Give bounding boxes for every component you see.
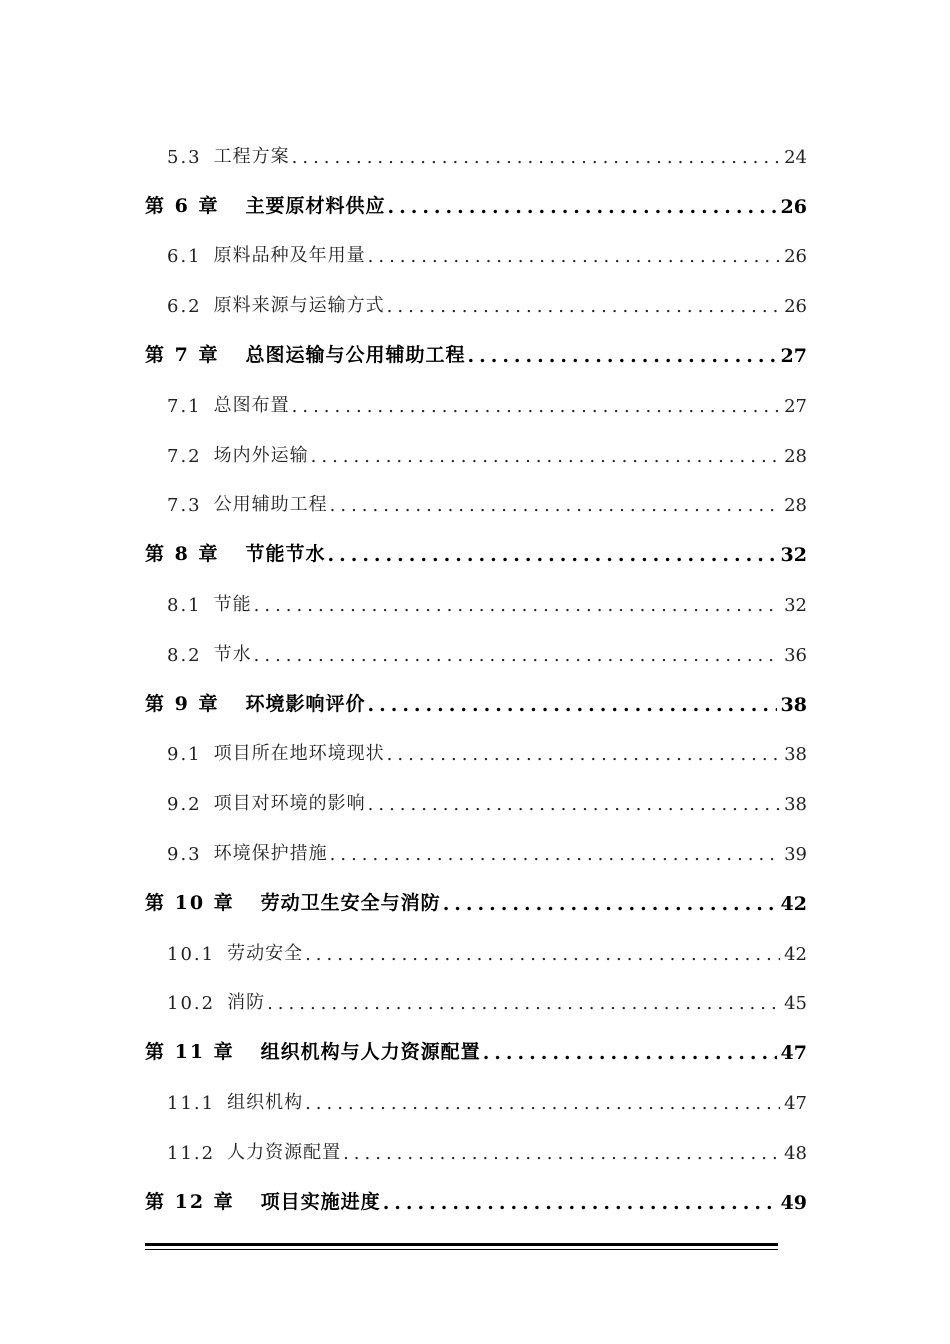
dot-leader [367, 694, 776, 716]
dot-leader [305, 1093, 780, 1114]
toc-entry-number: 7.2 [167, 445, 202, 467]
dot-leader [327, 544, 776, 566]
toc-entry-number: 11.1 [167, 1092, 216, 1114]
toc-entry-number: 10.2 [167, 993, 216, 1015]
toc-entry-page: 48 [784, 1142, 807, 1164]
toc-entry-title: 公用辅助工程 [213, 494, 328, 516]
toc-entry[interactable] [145, 977, 807, 1027]
dot-leader [383, 1192, 777, 1214]
toc-chapter-entry[interactable] [145, 528, 807, 578]
toc-entry[interactable] [145, 927, 807, 977]
toc-entry-title: 项目所在地环境现状 [213, 743, 385, 765]
toc-chapter-entry[interactable] [145, 678, 807, 728]
toc-entry-title: 组织机构 [227, 1091, 304, 1113]
dot-leader [254, 645, 780, 666]
footer-double-rule [145, 1243, 778, 1250]
toc-entry-page: 32 [784, 594, 807, 616]
dot-leader [330, 495, 780, 516]
toc-entry[interactable] [145, 130, 807, 180]
toc-entry-title: 原料品种及年用量 [213, 245, 366, 267]
toc-chapter-page: 49 [780, 1191, 807, 1214]
toc-chapter-page: 27 [780, 344, 807, 367]
dot-leader [387, 196, 776, 218]
toc-entry-title: 人力资源配置 [227, 1141, 342, 1163]
toc-entry-number: 6.1 [167, 246, 202, 268]
dot-leader [267, 993, 780, 1014]
dot-leader [467, 345, 776, 367]
toc-entry-number: 9.2 [167, 794, 202, 816]
toc-entry-page: 26 [784, 246, 807, 268]
dot-leader [368, 246, 780, 267]
toc-entry-number: 8.2 [167, 644, 202, 666]
toc-entry-page: 36 [784, 644, 807, 666]
dot-leader [343, 1143, 780, 1164]
toc-entry-page: 38 [784, 794, 807, 816]
toc-chapter-entry[interactable] [145, 1026, 807, 1076]
dot-leader [368, 794, 780, 815]
dot-leader [254, 595, 780, 616]
toc-entry[interactable] [145, 230, 807, 280]
toc-chapter-title: 组织机构与人力资源配置 [260, 1041, 481, 1064]
toc-entry[interactable] [145, 379, 807, 429]
toc-entry-number: 9.3 [167, 843, 202, 865]
toc-entry-number: 11.2 [167, 1142, 216, 1164]
table-of-contents [145, 130, 807, 1226]
toc-entry-title: 劳动安全 [227, 942, 304, 964]
toc-entry-number: 9.1 [167, 744, 202, 766]
toc-chapter-title: 项目实施进度 [260, 1190, 381, 1213]
toc-entry-number: 7.1 [167, 395, 202, 417]
toc-entry-number: 5.3 [167, 146, 202, 168]
toc-entry[interactable] [145, 777, 807, 827]
toc-entry-title: 节水 [213, 643, 252, 665]
toc-entry-title: 工程方案 [213, 145, 290, 167]
toc-chapter-number: 第 10 章 [145, 891, 235, 914]
toc-chapter-title: 劳动卫生安全与消防 [260, 891, 441, 914]
toc-chapter-number: 第 8 章 [145, 543, 220, 566]
toc-entry-page: 42 [784, 943, 807, 965]
toc-entry-page: 26 [784, 296, 807, 318]
toc-entry-page: 38 [784, 744, 807, 766]
toc-entry-title: 场内外运输 [213, 444, 309, 466]
toc-entry-number: 7.3 [167, 495, 202, 517]
dot-leader [483, 1042, 777, 1064]
toc-chapter-page: 42 [780, 892, 807, 915]
toc-chapter-entry[interactable] [145, 877, 807, 927]
toc-entry-page: 45 [784, 993, 807, 1015]
dot-leader [305, 944, 780, 965]
toc-entry-page: 27 [784, 395, 807, 417]
toc-chapter-entry[interactable] [145, 329, 807, 379]
dot-leader [387, 744, 780, 765]
toc-chapter-page: 38 [780, 693, 807, 716]
toc-chapter-entry[interactable] [145, 1176, 807, 1226]
toc-chapter-number: 第 7 章 [145, 343, 220, 366]
toc-entry-title: 原料来源与运输方式 [213, 295, 385, 317]
toc-entry[interactable] [145, 1076, 807, 1126]
dot-leader [330, 844, 780, 865]
toc-entry-title: 项目对环境的影响 [213, 793, 366, 815]
toc-entry-number: 8.1 [167, 594, 202, 616]
toc-entry[interactable] [145, 429, 807, 479]
toc-chapter-title: 总图运输与公用辅助工程 [245, 343, 466, 366]
toc-entry-title: 环境保护措施 [213, 842, 328, 864]
toc-entry-page: 47 [784, 1092, 807, 1114]
toc-entry-page: 28 [784, 445, 807, 467]
toc-entry[interactable] [145, 628, 807, 678]
toc-entry[interactable] [145, 1126, 807, 1176]
toc-entry-title: 节能 [213, 593, 252, 615]
dot-leader [311, 446, 780, 467]
dot-leader [387, 296, 780, 317]
toc-chapter-title: 环境影响评价 [245, 692, 366, 715]
toc-entry[interactable] [145, 578, 807, 628]
toc-chapter-number: 第 12 章 [145, 1190, 235, 1213]
dot-leader [292, 147, 780, 168]
toc-chapter-page: 26 [780, 195, 807, 218]
toc-entry-page: 28 [784, 495, 807, 517]
toc-entry-number: 10.1 [167, 943, 216, 965]
toc-entry[interactable] [145, 279, 807, 329]
toc-chapter-page: 32 [780, 544, 807, 567]
toc-entry[interactable] [145, 728, 807, 778]
toc-entry-page: 24 [784, 146, 807, 168]
toc-entry-page: 39 [784, 843, 807, 865]
toc-entry-number: 6.2 [167, 296, 202, 318]
toc-entry[interactable] [145, 827, 807, 877]
dot-leader [292, 396, 780, 417]
toc-entry[interactable] [145, 479, 807, 529]
toc-chapter-title: 节能节水 [245, 543, 326, 566]
toc-entry-title: 总图布置 [213, 394, 290, 416]
toc-chapter-title: 主要原材料供应 [245, 194, 386, 217]
toc-chapter-entry[interactable] [145, 180, 807, 230]
toc-entry-title: 消防 [227, 992, 266, 1014]
toc-chapter-number: 第 6 章 [145, 194, 220, 217]
toc-chapter-number: 第 11 章 [145, 1041, 235, 1064]
toc-chapter-page: 47 [780, 1042, 807, 1065]
toc-chapter-number: 第 9 章 [145, 692, 220, 715]
dot-leader [443, 893, 777, 915]
